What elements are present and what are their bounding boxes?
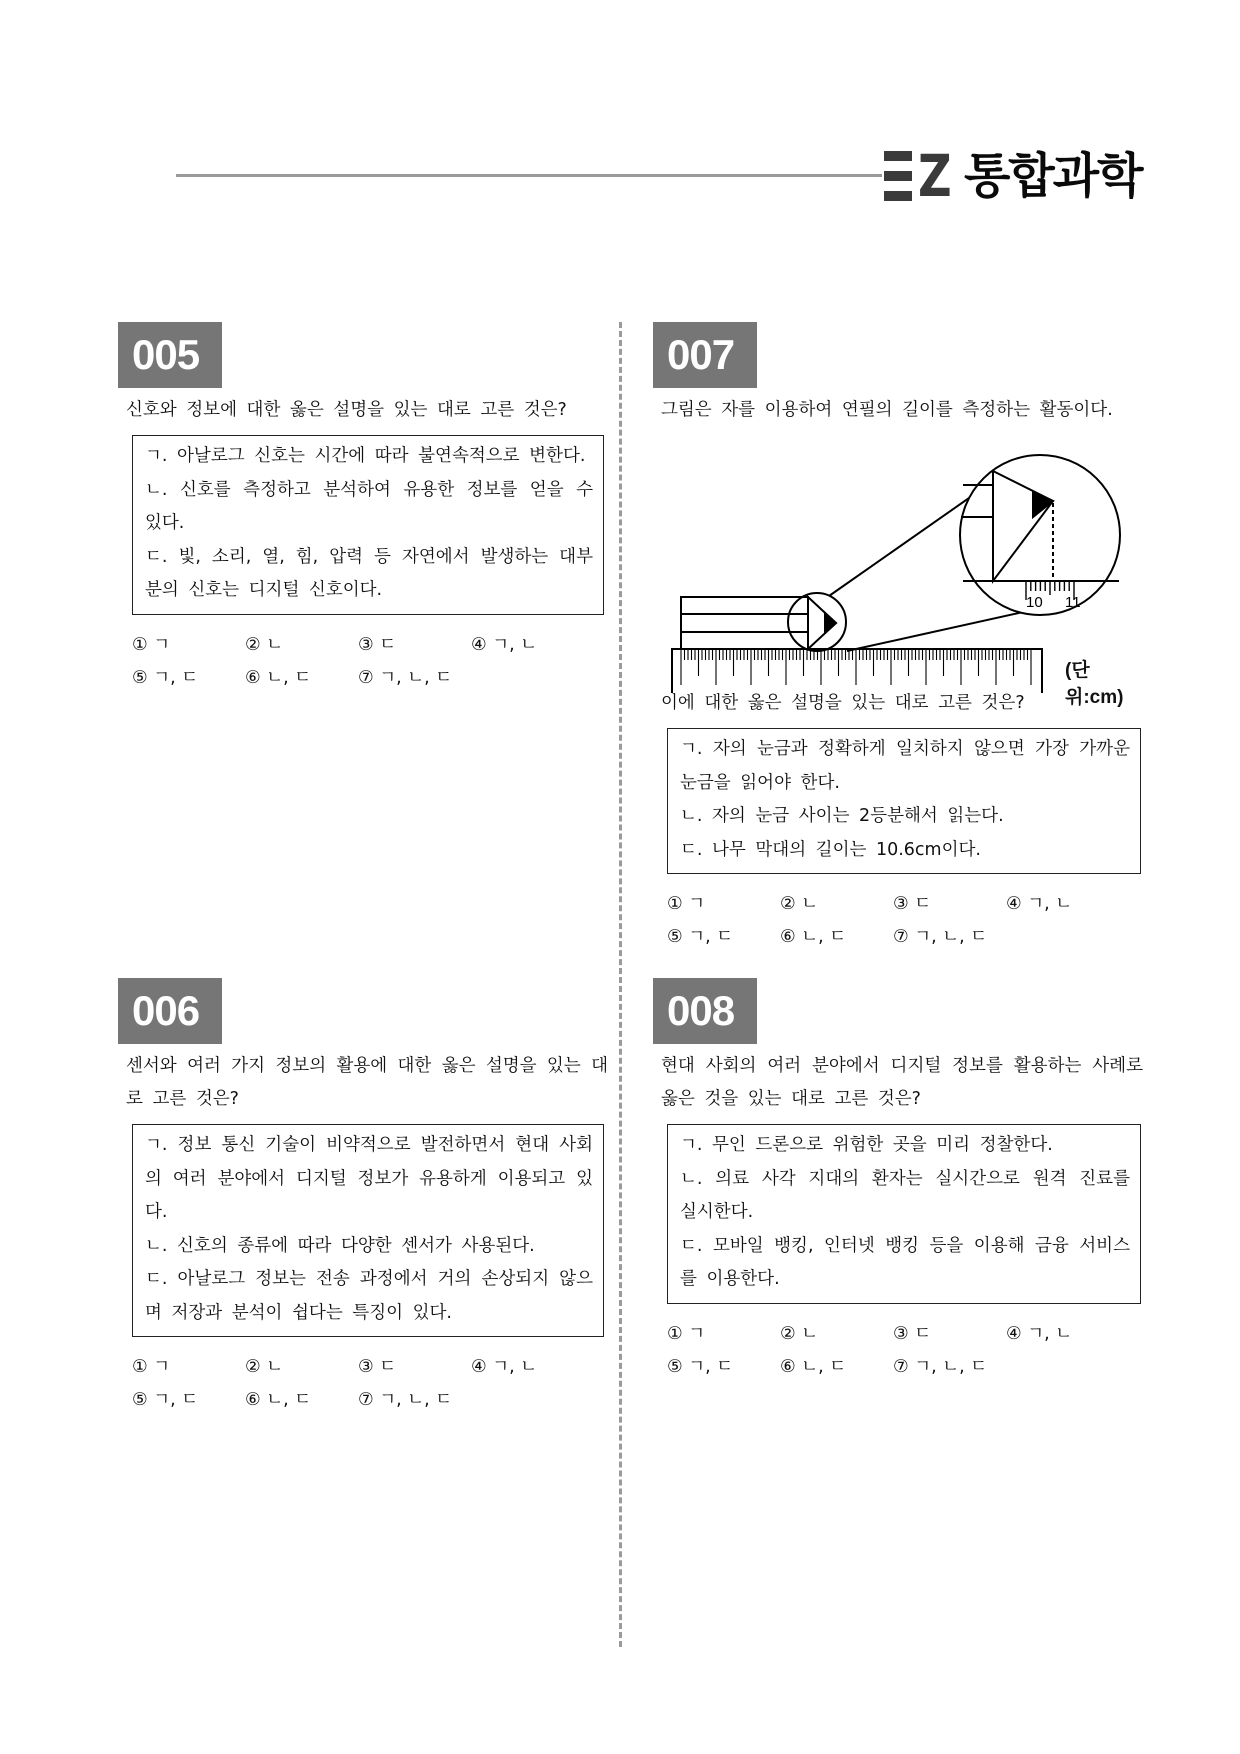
statement-box <box>667 728 1141 874</box>
answer-options <box>653 888 1143 954</box>
brand-logo <box>884 142 1142 210</box>
answer-option[interactable]: ⑤ ㄱ, ㄷ <box>667 927 734 947</box>
ez-logo-z-icon: Z <box>918 142 952 210</box>
question-007 <box>653 322 1143 954</box>
answer-option[interactable]: ③ ㄷ <box>358 1357 397 1377</box>
statement-box <box>667 1124 1141 1304</box>
answer-option[interactable]: ① ㄱ <box>667 1323 706 1344</box>
question-008 <box>653 978 1143 1384</box>
statement-item: ㄱ. 무인 드론으로 위험한 곳을 미리 정찰한다. <box>680 1135 1053 1155</box>
answer-option[interactable]: ② ㄴ <box>245 1357 284 1377</box>
answer-option[interactable]: ① ㄱ <box>132 634 171 655</box>
answer-option[interactable]: ⑥ ㄴ, ㄷ <box>245 1390 312 1410</box>
question-006 <box>118 978 608 1417</box>
answer-option[interactable]: ⑦ ㄱ, ㄴ, ㄷ <box>893 1356 988 1377</box>
question-number: 006 <box>118 978 222 1044</box>
answer-option[interactable]: ④ ㄱ, ㄴ <box>471 634 538 655</box>
statement-item: ㄷ. 나무 막대의 길이는 10.6cm이다. <box>680 839 981 860</box>
statement-item: ㄱ. 아날로그 신호는 시간에 따라 불연속적으로 변한다. <box>145 446 586 466</box>
answer-option[interactable]: ⑦ ㄱ, ㄴ, ㄷ <box>893 927 988 947</box>
answer-option[interactable]: ③ ㄷ <box>893 894 932 914</box>
scale-label-10: 10 <box>1026 594 1043 611</box>
statement-box <box>132 1124 604 1337</box>
answer-option[interactable]: ② ㄴ <box>780 1323 819 1344</box>
statement-item: ㄷ. 빛, 소리, 열, 힘, 압력 등 자연에서 발생하는 대부분의 신호는 디지털 신호이다. <box>145 546 593 600</box>
answer-option[interactable]: ① ㄱ <box>132 1357 171 1377</box>
answer-option[interactable]: ② ㄴ <box>780 894 819 914</box>
ruler-diagram-icon <box>653 433 1143 693</box>
ez-logo-mark <box>884 142 954 210</box>
answer-option[interactable]: ⑤ ㄱ, ㄷ <box>132 1390 199 1410</box>
answer-option[interactable]: ⑤ ㄱ, ㄷ <box>132 667 199 688</box>
question-005 <box>118 322 608 695</box>
answer-option[interactable]: ⑥ ㄴ, ㄷ <box>780 927 847 947</box>
question-number: 008 <box>653 978 757 1044</box>
answer-option[interactable]: ① ㄱ <box>667 894 706 914</box>
answer-option[interactable]: ③ ㄷ <box>358 634 397 655</box>
question-prompt: 센서와 여러 가지 정보의 활용에 대한 옳은 설명을 있는 대로 고른 것은? <box>126 1056 608 1109</box>
answer-option[interactable]: ④ ㄱ, ㄴ <box>1006 894 1073 914</box>
question-number: 007 <box>653 322 757 388</box>
answer-option[interactable]: ⑦ ㄱ, ㄴ, ㄷ <box>358 1390 453 1410</box>
statement-item: ㄴ. 신호의 종류에 따라 다양한 센서가 사용된다. <box>145 1235 535 1256</box>
statement-item: ㄷ. 아날로그 정보는 전송 과정에서 거의 손상되지 않으며 저장과 분석이 쉽다는 특징이 있다. <box>145 1269 593 1323</box>
answer-option[interactable]: ④ ㄱ, ㄴ <box>471 1357 538 1377</box>
answer-option[interactable]: ⑥ ㄴ, ㄷ <box>780 1356 847 1377</box>
statement-item: ㄴ. 자의 눈금 사이는 2등분해서 읽는다. <box>680 806 1004 826</box>
answer-option[interactable]: ⑦ ㄱ, ㄴ, ㄷ <box>358 667 453 688</box>
question-prompt: 현대 사회의 여러 분야에서 디지털 정보를 활용하는 사례로 옳은 것을 있는 대로 고른 것은? <box>661 1056 1143 1109</box>
header-rule <box>176 174 882 177</box>
statement-item: ㄴ. 의료 사각 지대의 환자는 실시간으로 원격 진료를 실시한다. <box>680 1168 1130 1222</box>
question-prompt: 이에 대한 옳은 설명을 있는 대로 고른 것은? <box>661 693 1025 713</box>
statement-box <box>132 435 604 615</box>
question-number: 005 <box>118 322 222 388</box>
statement-item: ㄷ. 모바일 뱅킹, 인터넷 뱅킹 등을 이용해 금융 서비스를 이용한다. <box>680 1235 1130 1289</box>
ez-logo-e-icon <box>884 151 912 201</box>
answer-options <box>118 629 608 695</box>
answer-options <box>118 1351 608 1417</box>
column-divider <box>619 322 622 1647</box>
answer-options <box>653 1318 1143 1384</box>
statement-item: ㄱ. 정보 통신 기술이 비약적으로 발전하면서 현대 사회의 여러 분야에서 디지털 정보가 유용하게 이용되고 있다. <box>145 1135 593 1222</box>
answer-option[interactable]: ⑥ ㄴ, ㄷ <box>245 667 312 688</box>
statement-item: ㄴ. 신호를 측정하고 분석하여 유용한 정보를 얻을 수 있다. <box>145 479 593 533</box>
question-prompt: 신호와 정보에 대한 옳은 설명을 있는 대로 고른 것은? <box>126 400 567 420</box>
scale-label-11: 11 <box>1065 594 1081 611</box>
answer-option[interactable]: ⑤ ㄱ, ㄷ <box>667 1356 734 1377</box>
unit-label: (단위:cm) <box>1065 660 1124 708</box>
answer-option[interactable]: ④ ㄱ, ㄴ <box>1006 1323 1073 1344</box>
statement-item: ㄱ. 자의 눈금과 정확하게 일치하지 않으면 가장 가까운 눈금을 읽어야 한다. <box>680 739 1130 793</box>
answer-option[interactable]: ③ ㄷ <box>893 1323 932 1344</box>
brand-title: 통합과학 <box>964 148 1142 204</box>
question-intro: 그림은 자를 이용하여 연필의 길이를 측정하는 활동이다. <box>661 400 1113 420</box>
answer-option[interactable]: ② ㄴ <box>245 634 284 655</box>
